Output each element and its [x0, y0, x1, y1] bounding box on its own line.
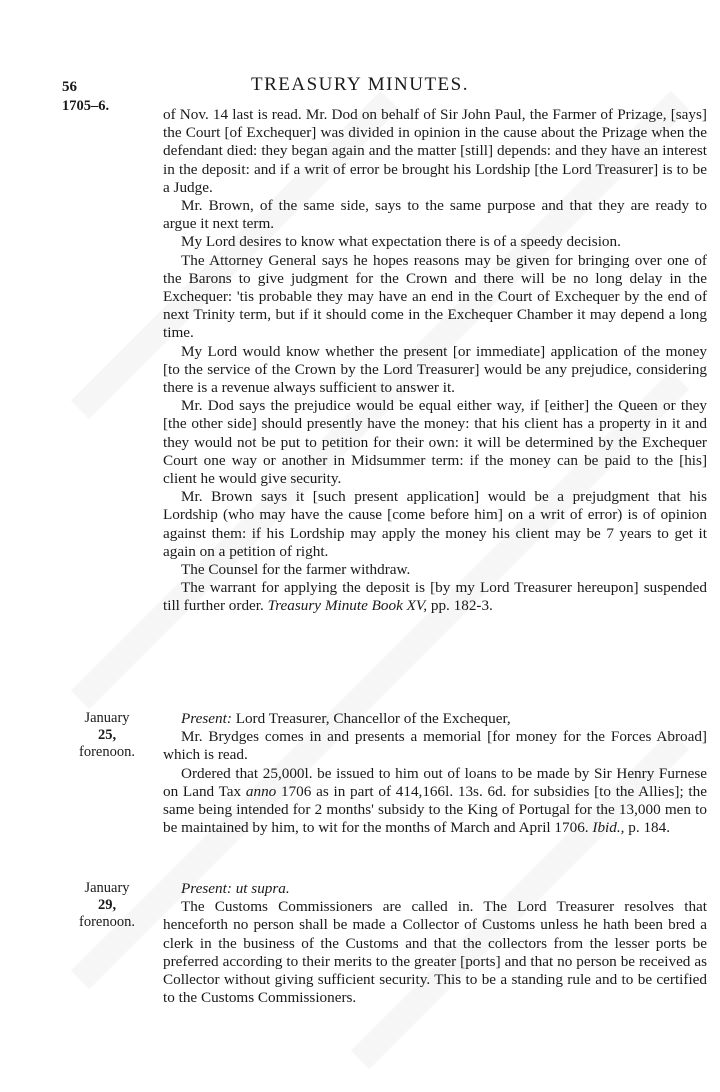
paragraph [163, 765, 707, 838]
paragraph: The Customs Commissioners are called in. The Lord Treasurer resolves that henceforth no person shall be made a Collector of Customs unless he hath been bred a clerk in the business of the Customs and that the collectors from the lesser ports be preferred according to their merits to the greater [ports] and that no person be received as Collector without giving sufficient security. This to be a standing rule and to be certified to the Customs Commissioners. [163, 898, 707, 1007]
present-label: Present: [181, 880, 232, 897]
date-month: January [84, 880, 130, 896]
date-day: 29, [97, 897, 117, 913]
citation-pages: p. 184. [628, 819, 671, 837]
section-2-text [163, 710, 707, 837]
paragraph-text: The warrant for applying the deposit is [by my Lord Treasurer hereupon] suspended till further order. [163, 579, 707, 615]
date-time: forenoon. [79, 744, 135, 760]
citation-source: Treasury Minute Book XV, [267, 597, 428, 615]
paragraph: My Lord would know whether the present [or immediate] application of the money [to the service of the Crown by the Lord Treasurer] would be any prejudice, considering there is a revenue always sufficient to answer it. [163, 342, 707, 397]
paragraph: Mr. Dod says the prejudice would be equal either way, if [either] the Queen or they [the other side] should presently have the money: that his client has a property in it and they would not be put to petition for their own: it will be determined by the Exchequer Court one way or another in Midsummer term: if the money can be paid to the [his] client he would give security. [163, 397, 707, 488]
date-margin-2 [62, 880, 152, 931]
paragraph [163, 579, 707, 615]
paragraph: The Attorney General says he hopes reasons may be given for bringing over one of the Barons to give judgment for the Crown and there will be no long delay in the Exchequer: 'tis probable they may have an end in the Court of Exchequer by the end of next Trinity term, but if it should come in the Exchequer Chamber it may depend a long time. [163, 251, 707, 342]
paragraph-text: 1706 as in part of 414,166l. 13s. 6d. for subsidies [to the Allies]; the same being intended for 2 months' subsidy to the King of Portugal for the 13,000 men to be maintained by him, to wit for the months of March and April 1706. [163, 782, 707, 837]
date-month: January [84, 710, 130, 726]
section-3-text [163, 880, 707, 1007]
paragraph: My Lord desires to know what expectation there is of a speedy decision. [181, 233, 621, 251]
paragraph: Mr. Brown, of the same side, says to the same purpose and that they are ready to argue it next term. [163, 197, 707, 233]
paragraph-text: Ordered that 25,000l. be issued to him out of loans to be made by Sir Henry Furnese on Land Tax [163, 764, 707, 800]
present-line [163, 710, 707, 728]
page-number: 56 [62, 79, 77, 95]
section-1-text [163, 106, 707, 616]
date-day: 25, [97, 727, 117, 743]
present-text: Lord Treasurer, Chancellor of the Exchequer, [235, 710, 511, 727]
citation-pages: pp. 182-3. [430, 597, 493, 615]
margin-year: 1705–6. [62, 98, 110, 114]
paragraph: of Nov. 14 last is read. Mr. Dod on behalf of Sir John Paul, the Farmer of Prizage, [says] the Court [of Exchequer] was divided in opinion in the cause about the Prizage when the defendant died: they began again and the matter [still] depends: and they have an interest in the deposit: and if a writ of error be brought his Lordship [the Lord Treasurer] is to be a Judge. [163, 106, 707, 196]
present-text: ut supra. [235, 880, 290, 897]
paragraph: The Counsel for the farmer withdraw. [181, 561, 411, 579]
date-time: forenoon. [79, 914, 135, 930]
paragraph: Mr. Brydges comes in and presents a memorial [for money for the Forces Abroad] which is read. [163, 728, 707, 764]
paragraph: Mr. Brown says it [such present application] would be a prejudgment that his Lordship (who may have the cause [come before him] on a writ of error) is of opinion against them: if his Lordship may apply the money his client may be 7 years to get it again on a petition of right. [163, 488, 707, 560]
present-label: Present: [181, 710, 232, 727]
date-margin-1 [62, 710, 152, 761]
present-line [163, 880, 707, 898]
anno-word: anno [245, 782, 277, 800]
citation-source: Ibid., [592, 819, 625, 837]
running-title: TREASURY MINUTES. [251, 74, 469, 95]
